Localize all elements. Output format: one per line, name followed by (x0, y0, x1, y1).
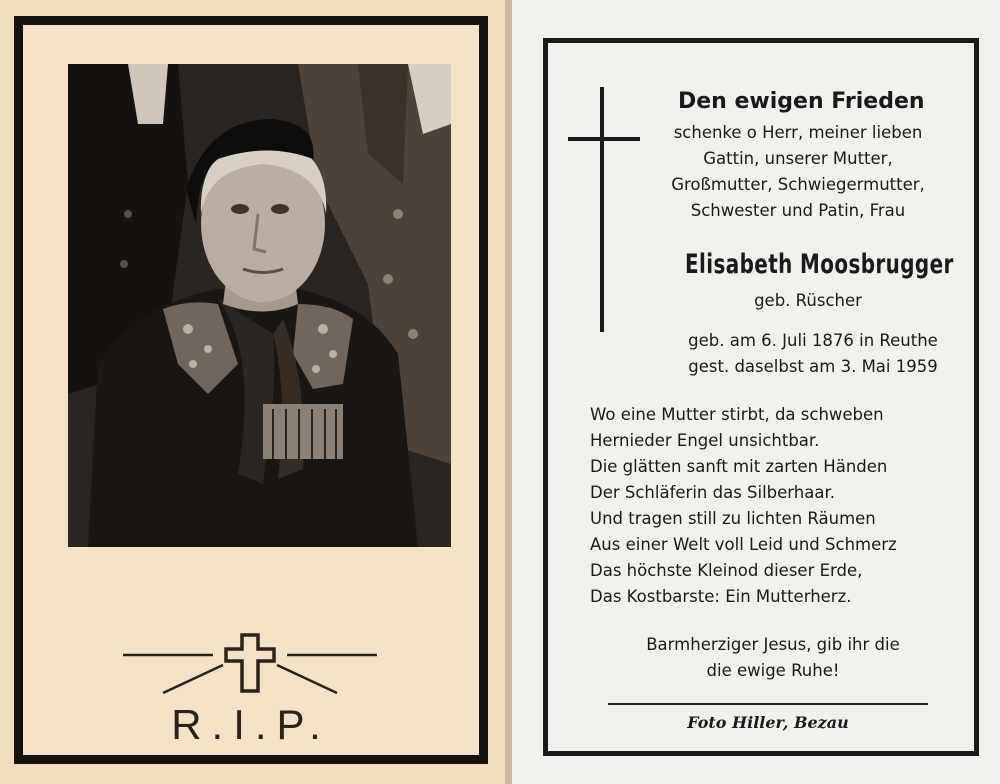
black-border-frame (14, 16, 488, 764)
poem-line: Und tragen still zu lichten Räumen (590, 509, 876, 528)
poem-line: Wo eine Mutter stirbt, da schweben (590, 405, 884, 424)
poem-line: Das Kostbarste: Ein Mutterherz. (590, 587, 852, 606)
poem-line: Das höchste Kleinod dieser Erde, (590, 561, 863, 580)
deceased-name: Elisabeth Moosbrugger (685, 249, 954, 280)
rip-label: R.I.P. (171, 701, 331, 748)
black-border-frame (543, 38, 979, 756)
prayer-line: Barmherziger Jesus, gib ihr die (646, 635, 900, 654)
poem-line: Der Schläferin das Silberhaar. (590, 483, 835, 502)
death-date: gest. daselbst am 3. Mai 1959 (688, 357, 938, 376)
cross-with-rays-icon (23, 625, 479, 705)
photographer-credit: Foto Hiller, Bezau (687, 713, 849, 732)
maiden-name: geb. Rüscher (754, 291, 862, 310)
poem-line: Die glätten sanft mit zarten Händen (590, 457, 888, 476)
heading: Den ewigen Frieden (678, 89, 925, 114)
intro-line: Großmutter, Schwiegermutter, (671, 175, 925, 194)
memorial-card-back (512, 0, 1000, 784)
birth-date: geb. am 6. Juli 1876 in Reuthe (688, 331, 938, 350)
intro-line: schenke o Herr, meiner lieben (673, 123, 923, 142)
poem-line: Hernieder Engel unsichtbar. (590, 431, 820, 450)
intro-line: Gattin, unserer Mutter, (703, 149, 893, 168)
divider (608, 703, 928, 705)
poem-line: Aus einer Welt voll Leid und Schmerz (590, 535, 897, 554)
latin-cross-icon (568, 87, 640, 332)
portrait-photo (68, 64, 451, 547)
rip-emblem (23, 625, 479, 765)
intro-line: Schwester und Patin, Frau (690, 201, 906, 220)
prayer-line: die ewige Ruhe! (706, 661, 840, 680)
